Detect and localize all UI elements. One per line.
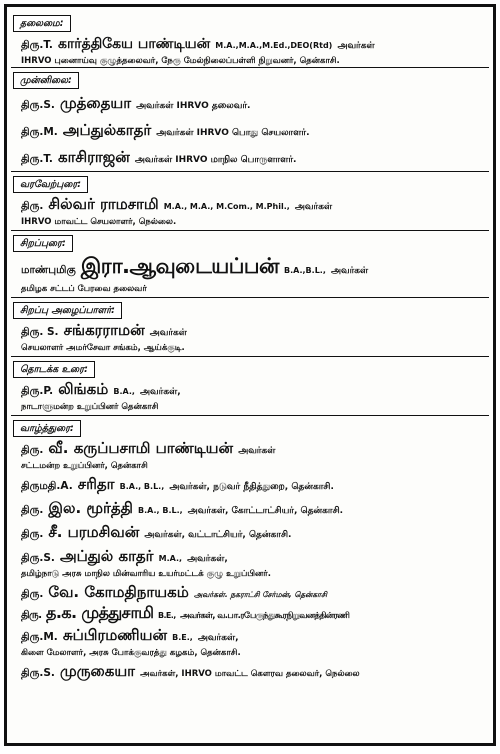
entry-qualification: B.A., xyxy=(113,387,135,396)
entry-title: திரு. S. xyxy=(21,326,59,338)
entry-title: திருமதி.A. xyxy=(21,480,73,492)
entry-title: திரு. xyxy=(21,444,44,456)
entry-suffix: அவர்கள், xyxy=(187,554,228,564)
entry-qualification: B.E., xyxy=(172,633,193,642)
entry-name: இல. மூர்த்தி xyxy=(48,499,133,517)
entry-name: சில்வர் ராமசாமி xyxy=(48,195,159,213)
entry-suffix: அவர்கள், IHRVO மாவட்ட கௌரவ தலைவர், நெல்லை xyxy=(140,669,360,679)
entry-name: காசிராஜன் xyxy=(57,148,130,166)
entry-designation: IHRVO மாவட்ட செயலாளர், நெல்லை. xyxy=(21,217,177,227)
entry-designation: கிளை மேலாளர், அரசு போக்குவரத்து கழகம், தென்காசி. xyxy=(21,648,241,658)
entry-suffix: அவர்கள், நடுவர் நீதித்துறை, தென்காசி. xyxy=(169,482,334,492)
entry-suffix: அவர்கள் xyxy=(294,202,333,212)
entry-suffix: அவர்கள் xyxy=(238,446,276,456)
entry-qualification: B.A., B.L., xyxy=(119,482,165,491)
entry-name: அப்துல் காதர் xyxy=(59,547,154,565)
entry-title: திரு. xyxy=(21,609,42,621)
greetings-entry xyxy=(21,475,487,496)
section-opening xyxy=(7,356,493,413)
greetings-entry xyxy=(21,603,487,626)
section-label-presidency: தலைமை: xyxy=(13,15,71,32)
entry-title: திரு. xyxy=(21,504,44,516)
entry-suffix: அவர்கள், கோட்டாட்சியர், தென்காசி. xyxy=(187,506,344,516)
section-label-welcome: வரவேற்புரை: xyxy=(13,176,88,193)
section-greetings xyxy=(7,415,493,683)
entry-title: திரு.M. xyxy=(21,126,58,138)
entry-qualification: B.E., xyxy=(157,611,176,620)
divider xyxy=(11,297,489,298)
entry-designation: தமிழக சட்டப் பேரவை தலைவர் xyxy=(21,284,147,294)
divider xyxy=(11,171,489,172)
entry-name: கார்த்திகேய பாண்டியன் xyxy=(57,36,211,52)
leadership-entry xyxy=(21,148,487,169)
entry-title: திரு. xyxy=(21,588,44,600)
presidency-entry xyxy=(21,34,487,67)
entry-name: த.க. முத்துசாமி xyxy=(46,603,154,622)
entry-suffix: அவர்கள், வ.பா.ரபேருந்துகூரநிறுவனத்தின்ரணி xyxy=(180,611,350,621)
section-presidency xyxy=(7,11,493,67)
divider xyxy=(11,67,489,68)
divider xyxy=(11,230,489,231)
entry-title: திரு.M. xyxy=(21,631,58,643)
entry-suffix: அவர்கள், xyxy=(140,387,181,397)
entry-name: வீ. கருப்பசாமி பாண்டியன் xyxy=(48,439,234,457)
section-leadership xyxy=(7,67,493,169)
entry-title: திரு.P. xyxy=(21,385,54,397)
entry-qualification: M.A., M.A., M.Com., M.Phil., xyxy=(163,202,290,211)
entry-title: மாண்புமிகு xyxy=(21,264,76,276)
entry-suffix: அவர்கள் IHRVO பொது செயலாளர். xyxy=(156,128,310,138)
section-welcome xyxy=(7,171,493,228)
divider xyxy=(11,356,489,357)
section-label-special: சிறப்புரை: xyxy=(13,235,73,252)
greetings-entry xyxy=(21,439,487,472)
entry-name: லிங்கம் xyxy=(58,380,109,398)
entry-name: சரிதா xyxy=(77,475,115,493)
entry-title: திரு.T. xyxy=(21,153,53,165)
entry-title: திரு.S. xyxy=(21,99,55,111)
entry-suffix: அவர்கள் IHRVO மாநில பொருளாளர். xyxy=(134,155,297,165)
program-notice xyxy=(4,4,496,746)
greetings-entry xyxy=(21,583,487,603)
entry-name: சங்கரராமன் xyxy=(63,321,145,339)
entry-name: சுப்பிரமணியன் xyxy=(62,626,168,644)
leadership-entry xyxy=(21,94,487,115)
greetings-entry xyxy=(21,523,487,544)
entry-title: திரு. xyxy=(21,528,44,540)
leadership-entry xyxy=(21,121,487,142)
entry-suffix: அவர்கள் xyxy=(330,266,369,276)
entry-designation: நாடாளுமன்ற உறுப்பினர் தென்காசி xyxy=(21,402,159,412)
greetings-entry xyxy=(21,547,487,580)
entry-qualification: B.A., B.L., xyxy=(138,506,183,515)
entry-designation: தமிழ்நாடு அரசு மாநில மின்வாரிய உயர்மட்டக் குழு உறுப்பினர். xyxy=(21,569,271,579)
entry-title: திரு.S. xyxy=(21,667,55,679)
entry-title: திரு. xyxy=(21,200,44,212)
entry-title: திரு.T. xyxy=(21,39,53,51)
entry-name: முருகையா xyxy=(59,662,136,680)
entry-suffix: அவர்கள் xyxy=(149,328,187,338)
greetings-entry xyxy=(21,499,487,520)
section-label-special-invitee: சிறப்பு அழைப்பாளர்: xyxy=(13,302,122,319)
section-label-greetings: வாழ்த்துரை: xyxy=(13,420,81,437)
entry-name: முத்தையா xyxy=(59,94,132,112)
entry-designation: சட்டமன்ற உறுப்பினர், தென்காசி xyxy=(21,461,148,471)
special-invitee-entry xyxy=(21,321,487,354)
entry-qualification: M.A., xyxy=(158,554,183,563)
section-label-opening: தொடக்க உரை: xyxy=(13,361,95,378)
opening-entry xyxy=(21,380,487,413)
entry-name: வே. கோமதிநாயகம் xyxy=(48,583,189,601)
entry-qualification: B.A.,B.L., xyxy=(284,266,326,275)
entry-name: அப்துல்காதர் xyxy=(62,121,152,139)
divider xyxy=(11,415,489,416)
entry-title: திரு.S. xyxy=(21,552,55,564)
entry-qualification: M.A.,M.A.,M.Ed.,DEO(Rtd) xyxy=(215,41,333,50)
entry-suffix: அவர்கள், வட்டாட்சியர், தென்காசி. xyxy=(144,530,292,540)
entry-name: இரா.ஆவுடையப்பன் xyxy=(80,254,279,278)
greetings-entry xyxy=(21,662,487,683)
section-label-leadership: முன்னிலை: xyxy=(13,72,79,89)
welcome-entry xyxy=(21,195,487,228)
entry-suffix: அவர்கள் IHRVO தலைவர். xyxy=(136,101,251,111)
greetings-entry xyxy=(21,626,487,659)
entry-suffix: அவர்கள் xyxy=(337,41,375,51)
entry-suffix: அவர்கள். நகராட்சி சேர்மன், தென்காசி xyxy=(193,590,327,599)
entry-name: சீ. பரமசிவன் xyxy=(48,523,140,541)
special-entry xyxy=(21,254,487,295)
section-special-invitee xyxy=(7,297,493,354)
entry-designation: IHRVO புனைாய்வு குழுத்தலைவர், நேரு மேல்நிலைப்பள்ளி நிறுவனர், தென்காசி. xyxy=(21,56,340,66)
entry-suffix: அவர்கள், xyxy=(197,633,239,643)
section-special-address xyxy=(7,230,493,295)
entry-designation: செயலாளர் அமர்சேவா சங்கம், ஆய்க்குடி. xyxy=(21,343,185,353)
